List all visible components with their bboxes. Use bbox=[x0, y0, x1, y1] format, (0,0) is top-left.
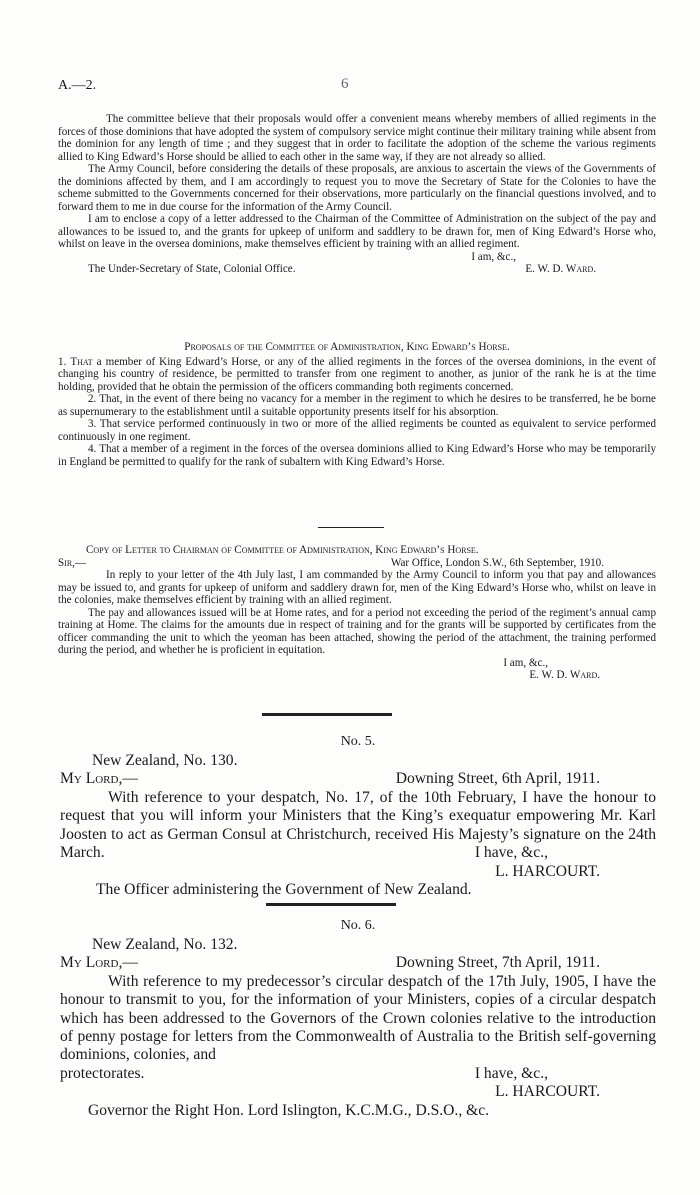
closing: I am, &c., bbox=[471, 250, 516, 263]
despatch-reference: New Zealand, No. 130. bbox=[92, 752, 238, 769]
salutation: My Lord,— bbox=[60, 954, 138, 972]
despatch-6 bbox=[60, 918, 656, 1120]
despatch-number: No. 5. bbox=[340, 734, 376, 749]
address-date: Downing Street, 7th April, 1911. bbox=[395, 954, 600, 972]
paragraph: In reply to your letter of the 4th July last, I am commanded by the Army Council to inform you that pay and allowances may be issued to, and grants for upkeep of uniform and saddlery drawn for, men of the King Edward’s Horse who, whilst on leave in the colonies, make themselves efficient by training with an allied regiment. bbox=[58, 569, 656, 606]
despatch-body: With reference to your despatch, No. 17, of the 10th February, I have the honour to request that you will inform your Ministers that the King’s exequatur empowering Mr. Karl Joosten to act as German Consul at Christchurch, received His Majesty’s signature on the 24th March. bbox=[60, 788, 656, 862]
paragraph: The Army Council, before considering the details of these proposals, are anxious to ascertain the views of the Governments of the dominions affected by them, and I am accordingly to request you to move the Secretary of State for the Colonies to have the scheme submitted to the Governments concerned for their observations, more particularly on the financial questions involved, and to forward them to me in due course for the information of the Army Council. bbox=[58, 163, 656, 213]
closing: I am, &c., bbox=[503, 656, 548, 669]
closing: I have, &c., bbox=[474, 844, 548, 862]
addressee: The Under-Secretary of State, Colonial Office. bbox=[88, 263, 296, 275]
salutation: Sir,— bbox=[58, 556, 87, 569]
address-date: War Office, London S.W., 6th September, 1910. bbox=[390, 556, 604, 569]
addressee: The Officer administering the Government of New Zealand. bbox=[96, 881, 472, 899]
proposal-item: 4. That a member of a regiment in the forces of the oversea dominions allied to King Edward’s Horse who may be temporarily in England be permitted to qualify for the rank of subaltern with King Edward’s Horse. bbox=[58, 443, 656, 468]
salutation: My Lord,— bbox=[60, 770, 138, 788]
item-lead: That bbox=[70, 355, 93, 368]
divider bbox=[318, 527, 384, 528]
section-title: Proposals of the Committee of Administration, King Edward’s Horse. bbox=[184, 341, 510, 353]
proposal-item: 2. That, in the event of there being no vacancy for a member in the regiment to which he desires to be transferred, he be borne as supernumerary to the establishment until a suitable opportunity presents itself for his absorption. bbox=[58, 393, 656, 418]
divider bbox=[262, 713, 392, 716]
proposals-section bbox=[58, 341, 656, 468]
proposal-item bbox=[58, 356, 656, 394]
address-date: Downing Street, 6th April, 1911. bbox=[395, 770, 600, 788]
signature: E. W. D. Ward. bbox=[525, 263, 596, 275]
section-title: Copy of Letter to Chairman of Committee of Administration, King Edward’s Horse. bbox=[86, 544, 479, 556]
despatch-number: No. 6. bbox=[340, 918, 376, 933]
letter-section bbox=[58, 113, 656, 276]
copy-letter-section bbox=[58, 544, 656, 682]
proposal-item: 3. That service performed continuously in two or more of the allied regiments be counted as equivalent to service performed continuously in one regiment. bbox=[58, 418, 656, 443]
document-reference: A.—2. bbox=[58, 78, 97, 93]
item-text: a member of King Edward’s Horse, or any of the allied regiments in the forces of the oversea dominions, in the event of changing his country of residence, be permitted to transfer from one regiment to another, as junior of the rank he is at the time holding, provided that he obtain the permission of the officers commanding both regiments concerned. bbox=[58, 355, 656, 393]
signature: E. W. D. Ward. bbox=[529, 669, 600, 681]
item-number: 1. bbox=[58, 355, 67, 368]
despatch-body: With reference to my predecessor’s circular despatch of the 17th July, 1905, I have the honour to transmit to you, for the information of your Ministers, copies of a circular despatch which has been addressed to the Governors of the Crown colonies relative to the introduction of penny postage for letters from the Commonwealth of Australia to the British self-governing dominions, colonies, and bbox=[60, 972, 656, 1064]
paragraph: I am to enclose a copy of a letter addressed to the Chairman of the Committee of Administration on the subject of the pay and allowances to be issued to, and the grants for upkeep of uniform and saddlery to be drawn for, men of King Edward’s Horse who, whilst on leave in the oversea dominions, make themselves efficient by training with an allied regiment. bbox=[58, 213, 656, 250]
signature: L. HARCOURT. bbox=[495, 1083, 600, 1101]
signature: L. HARCOURT. bbox=[495, 862, 600, 880]
closing: I have, &c., bbox=[474, 1064, 548, 1082]
despatch-body-end: protectorates. bbox=[60, 1064, 145, 1082]
addressee: Governor the Right Hon. Lord Islington, K.C.M.G., D.S.O., &c. bbox=[88, 1101, 490, 1119]
paragraph: The pay and allowances issued will be at Home rates, and for a period not exceeding the period of the regiment’s annual camp training at Home. The claims for the amounts due in respect of training and for the grants will be supported by certificates from the officer commanding the unit to which the yeoman has been attached, showing the period of the attachment, the training performed during the period, and whether he is proficient in equitation. bbox=[58, 606, 656, 656]
divider bbox=[266, 903, 396, 906]
paragraph: The committee believe that their proposals would offer a convenient means whereby members of allied regiments in the forces of those dominions that have adopted the system of compulsory service might continue their military training while absent from the dominion for any length of time ; and they suggest that in order to facilitate the adoption of the scheme the various regiments allied to King Edward’s Horse should be allied to each other in the same way, if they are not already so allied. bbox=[58, 113, 656, 163]
page-number: 6 bbox=[341, 76, 349, 92]
despatch-5 bbox=[60, 734, 656, 900]
despatch-reference: New Zealand, No. 132. bbox=[92, 936, 238, 953]
